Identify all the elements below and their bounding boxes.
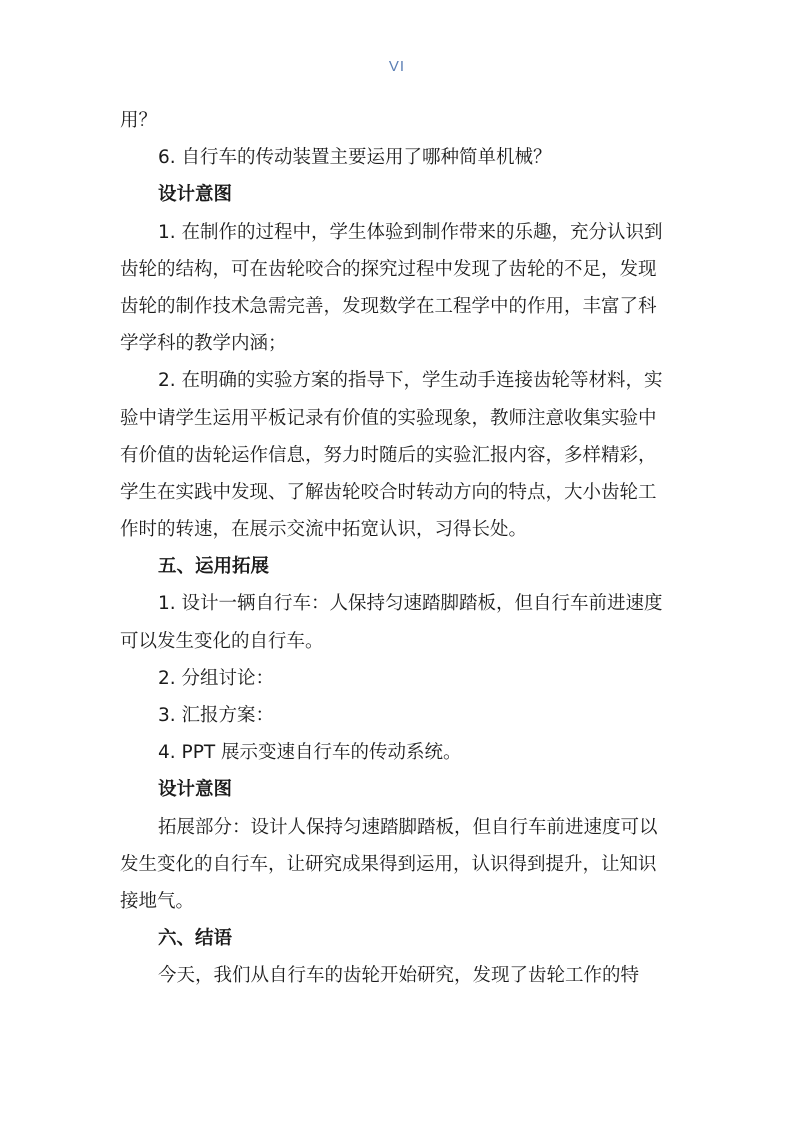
text-line: 验中请学生运用平板记录有价值的实验现象，教师注意收集实验中: [120, 407, 657, 429]
text-line: 齿轮的结构，可在齿轮咬合的探究过程中发现了齿轮的不足，发现: [120, 258, 657, 280]
document-body: [120, 102, 680, 995]
text-line: 齿轮的制作技术急需完善，发现数学在工程学中的作用，丰富了科: [120, 295, 657, 317]
text-line: 有价值的齿轮运作信息，努力时随后的实验汇报内容，多样精彩，: [120, 444, 657, 466]
text-line: 学生在实践中发现、了解齿轮咬合时转动方向的特点，大小齿轮工: [120, 481, 657, 503]
text-line: 学学科的教学内涵；: [120, 333, 287, 355]
section-heading: 设计意图: [158, 779, 233, 801]
text-line: 发生变化的自行车，让研究成果得到运用，认识得到提升，让知识: [120, 853, 657, 875]
section-heading: 六、结语: [158, 928, 233, 950]
section-heading: 五、运用拓展: [158, 556, 270, 578]
text-line: 2. 分组讨论：: [158, 667, 275, 689]
text-line: 可以发生变化的自行车。: [120, 630, 324, 652]
text-line: 接地气。: [120, 890, 195, 912]
section-heading: 设计意图: [158, 184, 233, 206]
page-number: VI: [388, 58, 406, 75]
text-line: 2. 在明确的实验方案的指导下，学生动手连接齿轮等材料，实: [158, 370, 663, 392]
text-line: 用？: [120, 110, 158, 131]
text-line: 3. 汇报方案：: [158, 705, 275, 726]
text-line: 拓展部分：设计人保持匀速踏脚踏板，但自行车前进速度可以: [158, 816, 658, 838]
text-line: 今天，我们从自行车的齿轮开始研究，发现了齿轮工作的特: [158, 965, 640, 987]
text-line: 1. 设计一辆自行车：人保持匀速踏脚踏板，但自行车前进速度: [158, 593, 663, 615]
text-line: 1. 在制作的过程中，学生体验到制作带来的乐趣，充分认识到: [158, 221, 663, 243]
text-line: 4. PPT 展示变速自行车的传动系统。: [158, 742, 462, 764]
text-line: 作时的转速，在展示交流中拓宽认识，习得长处。: [120, 519, 528, 541]
text-line: 6. 自行车的传动装置主要运用了哪种简单机械？: [158, 147, 552, 169]
